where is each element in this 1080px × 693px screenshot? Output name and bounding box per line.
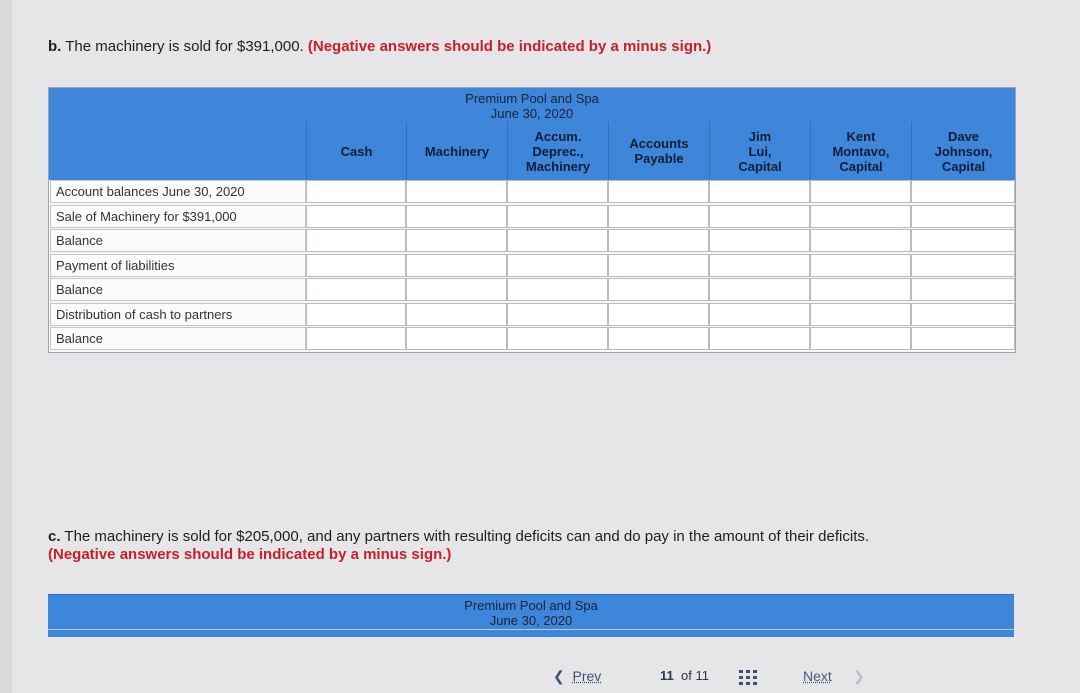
column-header-accounts-payable: Accounts Payable [608,122,709,180]
input-cell[interactable] [709,229,810,252]
input-cell[interactable] [507,327,608,350]
question-b-text: The machinery is sold for $391,000. [61,38,308,55]
page-current: 11 [660,668,674,683]
row-label: Balance [50,229,306,252]
question-b-note: (Negative answers should be indicated by a minus sign.) [307,38,712,55]
question-b-prefix: b. [48,38,62,55]
input-cell[interactable] [911,254,1015,277]
row-label: Sale of Machinery for $391,000 [50,205,306,228]
input-cell[interactable] [306,254,406,277]
worksheet-c-company: Premium Pool and Spa [464,598,598,613]
grid-icon[interactable] [739,670,757,686]
input-cell[interactable] [306,180,406,203]
input-cell[interactable] [911,229,1015,252]
input-cell[interactable] [406,303,507,326]
input-cell[interactable] [507,303,608,326]
input-cell[interactable] [911,303,1015,326]
input-cell[interactable] [608,278,709,301]
question-c-note: (Negative answers should be indicated by a minus sign.) [48,546,452,563]
input-cell[interactable] [709,327,810,350]
row-label: Account balances June 30, 2020 [50,180,306,203]
input-cell[interactable] [608,327,709,350]
input-cell[interactable] [709,180,810,203]
input-cell[interactable] [306,278,406,301]
input-cell[interactable] [306,205,406,228]
input-cell[interactable] [911,180,1015,203]
input-cell[interactable] [911,327,1015,350]
input-cell[interactable] [810,303,911,326]
input-cell[interactable] [406,205,507,228]
bottom-navigation [0,660,1080,693]
worksheet-b-date: June 30, 2020 [490,106,574,121]
input-cell[interactable] [306,327,406,350]
input-cell[interactable] [507,278,608,301]
page-of: of 11 [680,668,709,683]
input-cell[interactable] [306,229,406,252]
chevron-left-icon: ❮ [553,668,565,684]
column-header-accum-deprec: Accum. Deprec., Machinery [507,122,608,180]
input-cell[interactable] [709,254,810,277]
input-cell[interactable] [911,205,1015,228]
row-label: Payment of liabilities [50,254,306,277]
input-cell[interactable] [406,180,507,203]
input-cell[interactable] [406,278,507,301]
worksheet-c-divider [48,629,1014,630]
input-cell[interactable] [608,180,709,203]
worksheet-c-date: June 30, 2020 [489,613,573,628]
page-indicator [660,668,709,683]
row-label: Distribution of cash to partners [50,303,306,326]
worksheet-c [48,594,1014,637]
question-c-prefix: c. [48,528,61,545]
input-cell[interactable] [507,205,608,228]
worksheet-b [48,87,1016,353]
input-cell[interactable] [709,278,810,301]
input-cell[interactable] [810,180,911,203]
input-cell[interactable] [810,229,911,252]
input-cell[interactable] [608,229,709,252]
chevron-right-icon: ❯ [853,668,865,684]
input-cell[interactable] [507,180,608,203]
input-cell[interactable] [306,303,406,326]
input-cell[interactable] [810,205,911,228]
row-label: Balance [50,278,306,301]
input-cell[interactable] [406,254,507,277]
column-header-dave-johnson-capital: Dave Johnson, Capital [911,122,1015,180]
input-cell[interactable] [608,205,709,228]
column-header-kent-montavo-capital: Kent Montavo, Capital [810,122,911,180]
next-button[interactable]: Next [803,668,832,684]
input-cell[interactable] [810,327,911,350]
input-cell[interactable] [709,303,810,326]
input-cell[interactable] [507,229,608,252]
row-label: Balance [50,327,306,350]
input-cell[interactable] [507,254,608,277]
column-header-cash: Cash [306,122,406,180]
input-cell[interactable] [810,278,911,301]
input-cell[interactable] [406,229,507,252]
input-cell[interactable] [911,278,1015,301]
column-header-machinery: Machinery [406,122,507,180]
input-cell[interactable] [709,205,810,228]
question-c-text: The machinery is sold for $205,000, and any partners with resulting deficits can and do pay in the amount of their deficits. [60,528,870,545]
question-c [48,528,1048,564]
prev-label: Prev [572,668,602,684]
page-edge [0,0,12,693]
worksheet-b-company: Premium Pool and Spa [465,91,599,106]
question-b [48,38,711,56]
column-header-jim-lui-capital: Jim Lui, Capital [709,122,810,180]
input-cell[interactable] [608,303,709,326]
input-cell[interactable] [810,254,911,277]
input-cell[interactable] [406,327,507,350]
input-cell[interactable] [608,254,709,277]
prev-button[interactable] [553,668,601,685]
